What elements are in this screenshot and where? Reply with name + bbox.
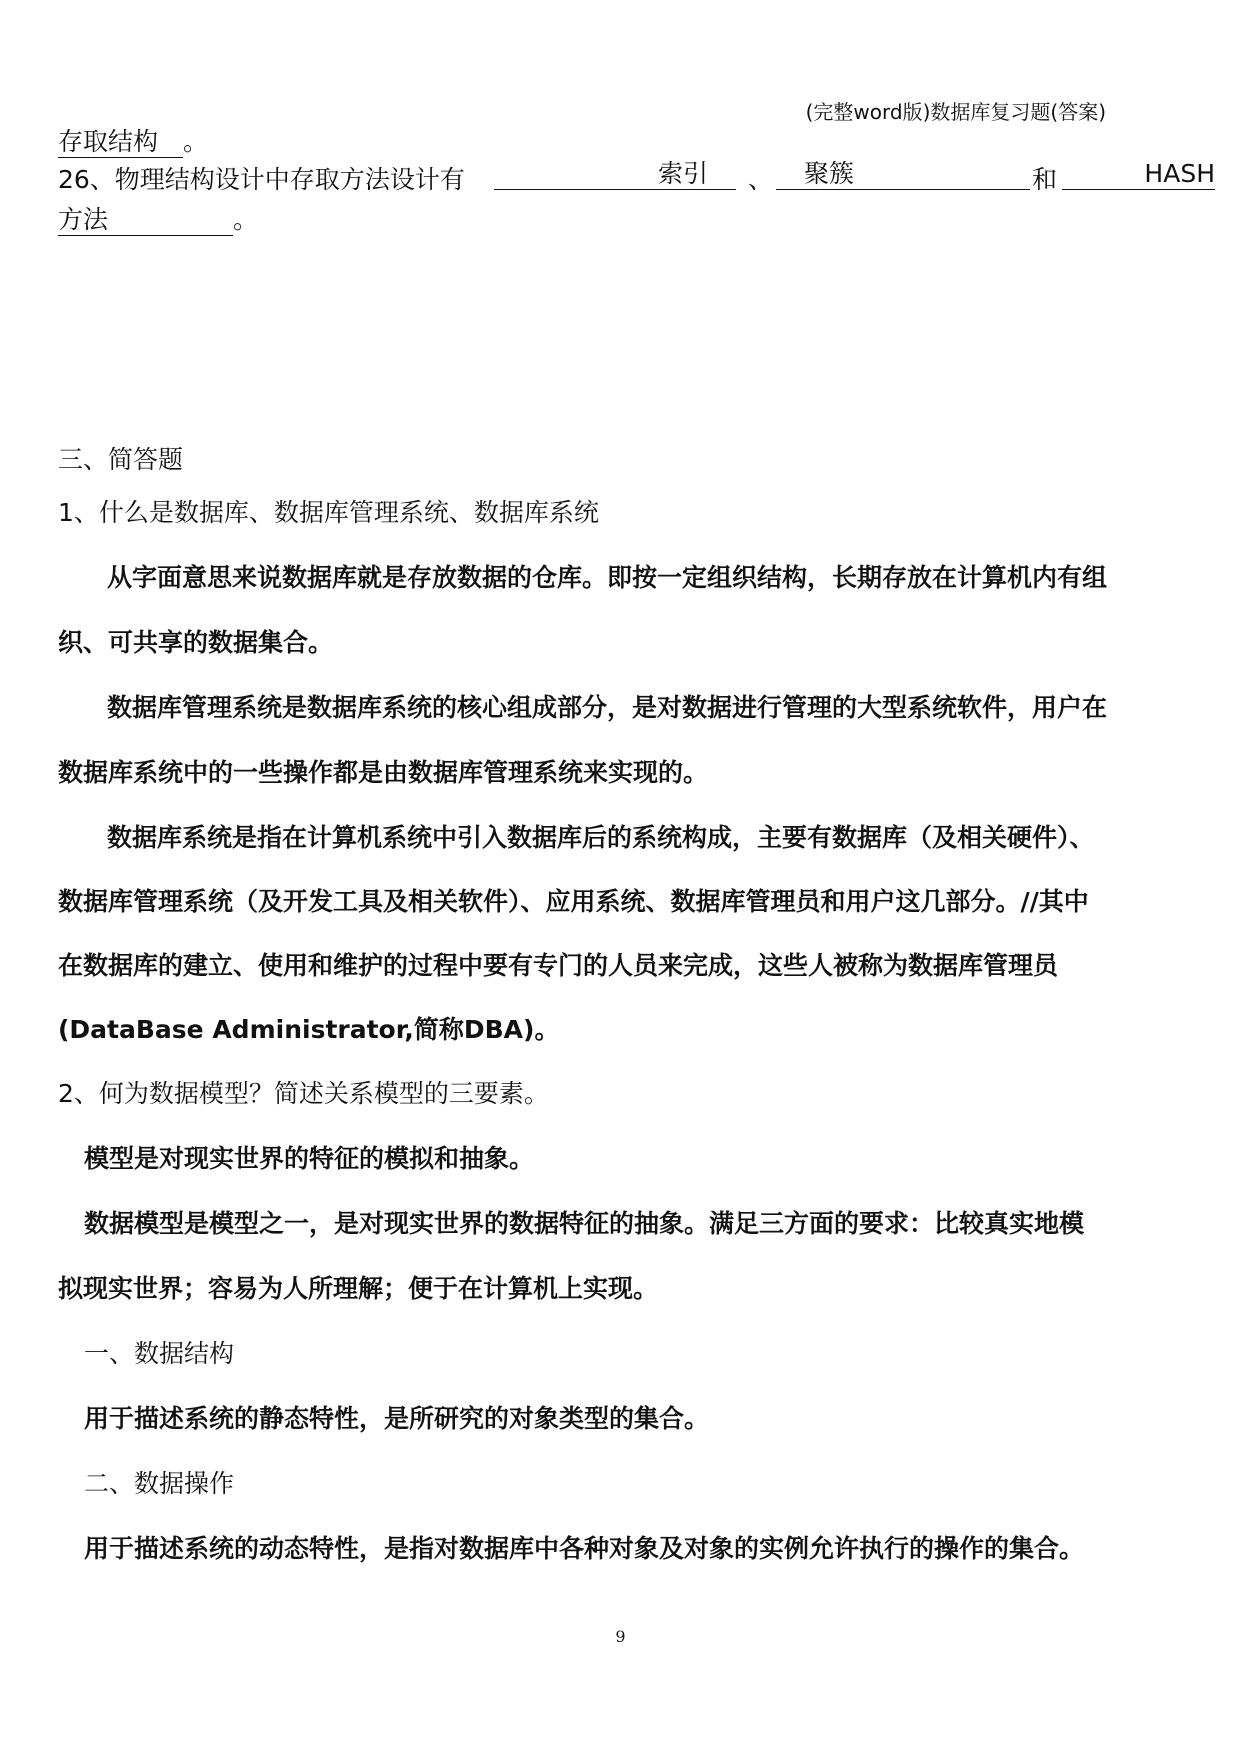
q2-answer-2-line-1: 数据模型是模型之一，是对现实世界的数据特征的抽象。满足三方面的要求：比较真实地模 [84, 1209, 1085, 1238]
q26-blank-3: HASH [1062, 160, 1215, 190]
q1-answer-3-line-4: (DataBase Administrator,简称DBA)。 [58, 1015, 560, 1044]
section-title: 三、简答题 [58, 445, 184, 474]
q2-answer-1: 模型是对现实世界的特征的模拟和抽象。 [84, 1144, 535, 1173]
q26-end: 。 [233, 205, 259, 234]
q1-question: 1、什么是数据库、数据库管理系统、数据库系统 [58, 498, 599, 527]
q26-blank-2-text: 聚簇 [804, 159, 855, 188]
q2-item-1-desc: 用于描述系统的静态特性，是所研究的对象类型的集合。 [84, 1404, 710, 1433]
q26-line-2 [58, 200, 258, 236]
page-header: (完整word版)数据库复习题(答案) [805, 100, 1106, 124]
q26-prefix: 26、物理结构设计中存取方法设计有 [58, 165, 465, 194]
q1-answer-3-line-1: 数据库系统是指在计算机系统中引入数据库后的系统构成，主要有数据库（及相关硬件）、 [107, 823, 1095, 852]
page-number: 9 [615, 1627, 626, 1646]
q26-blank-1-text: 索引 [657, 159, 708, 188]
q26-blank-2 [776, 160, 1030, 190]
q26-blank-3-cont: 方法 [58, 206, 233, 236]
q1-answer-2-line-2: 数据库系统中的一些操作都是由数据库管理系统来实现的。 [58, 758, 709, 787]
q26-blank-1 [494, 160, 736, 190]
q26-sep-1: 、 [748, 165, 774, 194]
q2-item-2-desc: 用于描述系统的动态特性，是指对数据库中各种对象及对象的实例允许执行的操作的集合。 [84, 1534, 1085, 1563]
q2-item-1-title: 一、数据结构 [84, 1339, 235, 1368]
q1-answer-1-line-1: 从字面意思来说数据库就是存放数据的仓库。即按一定组织结构，长期存放在计算机内有组 [107, 563, 1108, 592]
q2-answer-2-line-2: 拟现实世界；容易为人所理解；便于在计算机上实现。 [58, 1274, 659, 1303]
q2-item-2-title: 二、数据操作 [84, 1469, 235, 1498]
q1-answer-1-line-2: 织、可共享的数据集合。 [58, 628, 334, 657]
q1-answer-2-line-1: 数据库管理系统是数据库系统的核心组成部分，是对数据进行管理的大型系统软件，用户在 [107, 693, 1108, 722]
q1-answer-3-line-3: 在数据库的建立、使用和维护的过程中要有专门的人员来完成，这些人被称为数据库管理员 [58, 951, 1059, 980]
q25-end: 。 [183, 127, 209, 156]
q26-sep-2: 和 [1032, 165, 1058, 194]
q25-answer-blank: 存取结构 [58, 128, 183, 158]
q1-answer-3-line-2: 数据库管理系统（及开发工具及相关软件）、应用系统、数据库管理员和用户这几部分。//其中 [58, 887, 1089, 916]
q2-question: 2、何为数据模型？简述关系模型的三要素。 [58, 1079, 549, 1108]
q25-tail [58, 122, 208, 158]
